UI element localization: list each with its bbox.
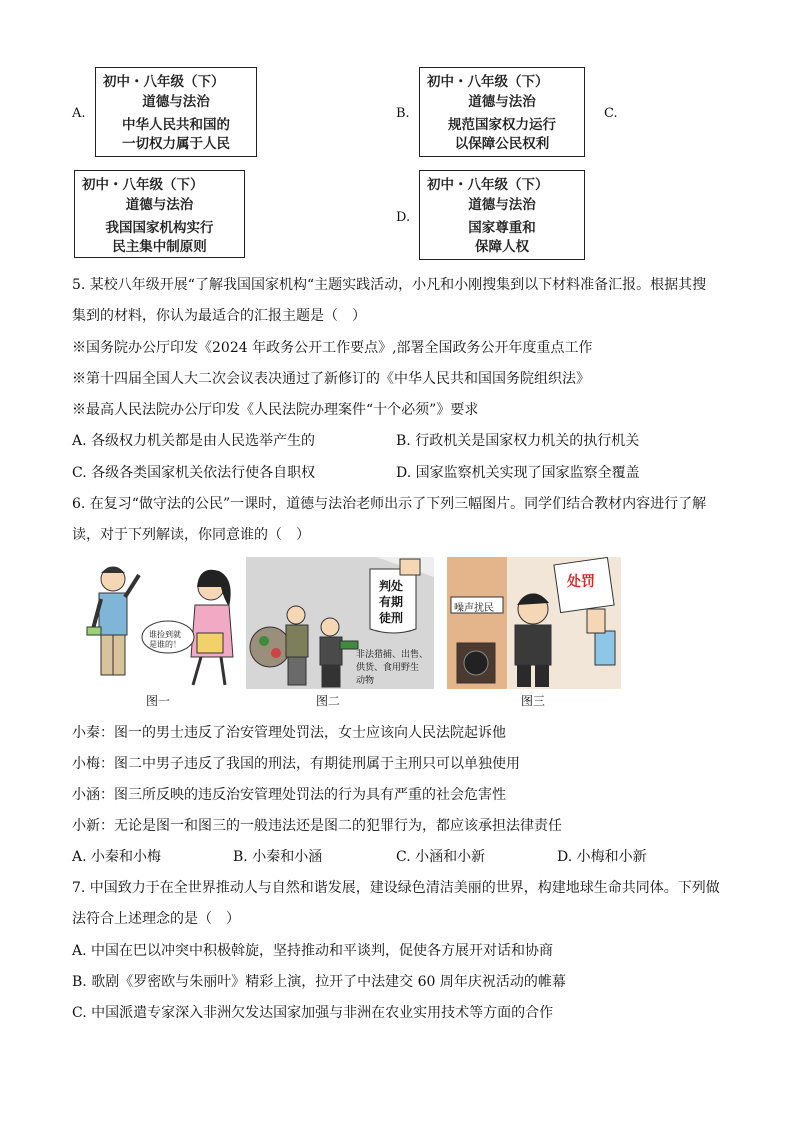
figure-1-illustration <box>73 557 243 689</box>
figure-3-penalty-paper: 处罚 <box>567 574 595 590</box>
figure-1-bubble-line2: 是谁的！ <box>149 640 181 649</box>
q5-option-c[interactable]: C. 各级各类国家机关依法行使各自职权 <box>72 465 316 481</box>
q7-option-c[interactable]: C. 中国派遣专家深入非洲欠发达国家加强与非洲在农业实用技术等方面的合作 <box>72 1005 554 1021</box>
q5-material-3: ※最高人民法院办公厅印发《人民法院办理案件“十个必须”》要求 <box>72 402 479 418</box>
cover-subject: 道德与法治 <box>468 197 536 213</box>
option-c-book-cover[interactable] <box>74 170 245 258</box>
cover-title-line1: 中华人民共和国的 <box>122 117 230 133</box>
q6-statement-xiaomei: 小梅：图二中男子违反了我国的刑法，有期徒刑属于主刑只可以单独使用 <box>72 756 520 772</box>
q6-stem-line2: 读，对于下列解读，你同意谁的（ ） <box>72 527 310 543</box>
figure-2-note-line2: 供货、食用野生 <box>356 663 420 673</box>
q7-option-a[interactable]: A. 中国在巴以冲突中积极斡旋，坚持推动和平谈判，促使各方展开对话和协商 <box>72 943 554 959</box>
q5-material-1: ※国务院办公厅印发《2024 年政务公开工作要点》,部署全国政务公开年度重点工作 <box>72 340 593 356</box>
figure-2-caption: 图二 <box>316 694 341 708</box>
q6-stem-line1: 6. 在复习“做守法的公民”一课时，道德与法治老师出示了下列三幅图片。同学们结合教材内容进行了解 <box>72 496 707 512</box>
figure-2-note-line3: 动物 <box>356 676 375 686</box>
option-a-label: A. <box>72 106 86 121</box>
cover-subject: 道德与法治 <box>125 197 194 213</box>
figure-3-illustration <box>447 557 621 689</box>
q5-option-d[interactable]: D. 国家监察机关实现了国家监察全覆盖 <box>396 465 640 481</box>
q6-option-a[interactable]: A. 小秦和小梅 <box>72 849 162 865</box>
figure-3-caption: 图三 <box>521 694 546 708</box>
figure-2-illustration <box>246 557 434 689</box>
q7-stem-line1: 7. 中国致力于在全世界推动人与自然和谐发展，建设绿色清洁美丽的世界，构建地球生命共同体。下列做 <box>72 880 720 896</box>
cover-title-line1: 国家尊重和 <box>468 220 536 236</box>
cover-grade: 初中・八年级（下） <box>103 74 225 90</box>
cover-title-line1: 我国国家机构实行 <box>105 220 214 236</box>
option-d-label: D. <box>396 210 411 225</box>
cover-title-line2: 保障人权 <box>475 239 529 255</box>
figure-1-drawing <box>73 557 243 689</box>
cover-subject: 道德与法治 <box>468 94 536 110</box>
figure-3-noise-sign: 噪声扰民 <box>454 603 494 614</box>
q5-stem-line2: 集到的材料，你认为最适合的汇报主题是（ ） <box>72 308 366 324</box>
figure-1-caption: 图一 <box>146 694 171 708</box>
figure-1-bubble-line1: 谁捡到就 <box>149 630 181 639</box>
q6-option-d[interactable]: D. 小梅和小新 <box>557 849 647 865</box>
option-c-label: C. <box>604 106 618 121</box>
q5-option-a[interactable]: A. 各级权力机关都是由人民选举产生的 <box>72 433 316 449</box>
cover-title-line2: 以保障公民权利 <box>454 136 550 152</box>
figure-2-sign-line2: 有期 <box>379 595 404 609</box>
q7-option-b[interactable]: B. 歌剧《罗密欧与朱丽叶》精彩上演，拉开了中法建交 60 周年庆祝活动的帷幕 <box>72 974 566 990</box>
option-a-book-cover[interactable] <box>95 67 257 157</box>
cover-subject: 道德与法治 <box>142 94 210 110</box>
cover-grade: 初中・八年级（下） <box>82 177 204 193</box>
cover-grade: 初中・八年级（下） <box>427 177 549 193</box>
cover-title-line2: 民主集中制原则 <box>112 239 207 255</box>
option-d-book-cover[interactable] <box>419 170 585 260</box>
q5-stem-line1: 5. 某校八年级开展“了解我国国家机构“主题实践活动，小凡和小刚搜集到以下材料准备汇报。根据其搜 <box>72 277 707 293</box>
cover-title-line2: 一切权力属于人民 <box>122 136 230 152</box>
figure-2-note-line1: 非法猎捕、出售、 <box>356 650 429 660</box>
figure-2-sign-line1: 判处 <box>379 579 404 593</box>
q6-statement-xiaoqin: 小秦：图一的男士违反了治安管理处罚法，女士应该向人民法院起诉他 <box>72 725 506 741</box>
cover-grade: 初中・八年级（下） <box>427 74 549 90</box>
cover-title-line1: 规范国家权力运行 <box>448 117 556 133</box>
q6-statement-xiaoxin: 小新：无论是图一和图三的一般违法还是图二的犯罪行为，都应该承担法律责任 <box>72 818 562 834</box>
q7-stem-line2: 法符合上述理念的是（ ） <box>72 911 240 927</box>
q5-option-b[interactable]: B. 行政机关是国家权力机关的执行机关 <box>396 433 640 449</box>
q6-option-b[interactable]: B. 小秦和小涵 <box>233 849 323 865</box>
q5-material-2: ※第十四届全国人大二次会议表决通过了新修订的《中华人民共和国国务院组织法》 <box>72 371 590 387</box>
figure-2-sign-line3: 徒刑 <box>379 611 404 625</box>
option-b-book-cover[interactable] <box>419 67 585 157</box>
q6-option-c[interactable]: C. 小涵和小新 <box>396 849 486 865</box>
option-b-label: B. <box>396 106 410 121</box>
q6-statement-xiaohan: 小涵：图三所反映的违反治安管理处罚法的行为具有严重的社会危害性 <box>72 787 506 803</box>
